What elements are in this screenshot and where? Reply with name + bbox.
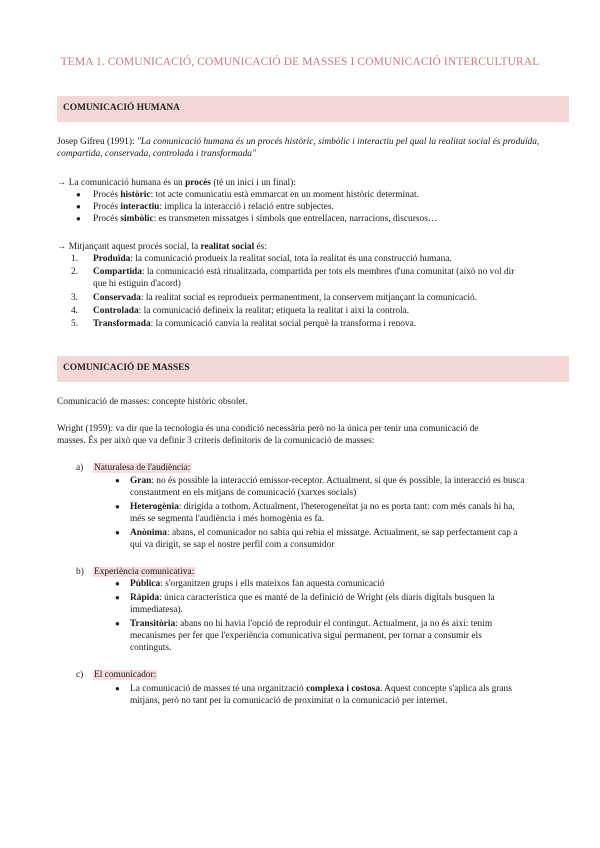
text: : implica la interacció i relació entre subjectes. xyxy=(159,202,334,212)
reality-intro xyxy=(57,241,267,253)
bullet: ● xyxy=(115,619,120,628)
list-item xyxy=(130,527,517,539)
list-item xyxy=(93,201,334,213)
bold-text: Transformada xyxy=(93,319,151,329)
text: Procés xyxy=(93,202,121,212)
bullet: ● xyxy=(115,684,120,693)
text: → Mitjançant aquest procés social, la xyxy=(57,242,201,252)
list-item xyxy=(130,592,495,604)
process-intro xyxy=(57,177,296,189)
section-heading-band xyxy=(57,356,569,382)
bullet: ● xyxy=(115,593,120,602)
text: : dirigida a tothom. Actualment, l'heterogeneïtat ja no es porta tant: com més canals hi ha, xyxy=(178,502,515,512)
list-item xyxy=(93,266,514,278)
quote-line xyxy=(57,136,539,148)
list-item xyxy=(130,475,525,487)
text: : abans, el comunicador no sabia qui rebia el missatge. Actualment, se sap perfectament cap a xyxy=(167,528,518,538)
bold-text: Conservada xyxy=(93,293,141,303)
highlighted-label: Naturalesa de l'audiència: xyxy=(94,463,191,473)
bold-text: procés xyxy=(185,178,211,188)
list-item xyxy=(130,683,512,695)
list-item-continued: mitjans, però no tant per la comunicació de proximitat o la comunicació per internet. xyxy=(130,696,448,706)
paragraph-continued: masses. És per això que va definir 3 criteris definitoris de la comunicació de masses: xyxy=(57,436,375,446)
bold-text: Heterogènia xyxy=(130,502,179,512)
criterion-label xyxy=(93,462,191,474)
text: → La comunicació humana és un xyxy=(57,178,186,188)
list-number: 1. xyxy=(70,254,78,264)
list-item-continued: continguts. xyxy=(130,643,172,653)
text: : s'organitzen grups i ells mateixos fan aquesta comunicació xyxy=(160,579,385,589)
text: : la comunicació produeix la realitat social, tota la realitat és una construcció humana. xyxy=(130,254,452,264)
text: : es transmeten missatges i símbols que entrellacen, narracions, discursos… xyxy=(153,214,438,224)
text: Procés xyxy=(93,190,121,200)
list-item xyxy=(93,318,416,330)
text: . Aquest concepte s'aplica als grans xyxy=(380,684,512,694)
bullet: ● xyxy=(76,214,81,223)
bold-text: Compartida xyxy=(93,267,142,277)
section-heading: COMUNICACIÓ DE MASSES xyxy=(63,363,190,373)
paragraph: Comunicació de masses: concepte històric obsolet. xyxy=(57,397,248,407)
list-item-continued: constantment en els mitjans de comunicació (xarxes socials) xyxy=(130,488,357,498)
text: Procés xyxy=(93,214,121,224)
bullet: ● xyxy=(115,528,120,537)
list-item xyxy=(93,292,477,304)
bullet: ● xyxy=(76,190,81,199)
list-item xyxy=(130,578,385,590)
bold-text: complexa i costosa xyxy=(306,684,381,694)
bold-text: Gran xyxy=(130,476,152,486)
criterion-label xyxy=(93,566,195,578)
text: (té un inici i un final): xyxy=(210,178,296,188)
bold-text: Controlada xyxy=(93,306,139,316)
text: : única característica que es manté de la definició de Wright (els diaris digitals busquen la xyxy=(159,593,495,603)
list-item-continued: que hi estiguin d'acord) xyxy=(93,279,181,289)
bold-text: Anònima xyxy=(130,528,167,538)
list-number: 4. xyxy=(70,306,78,316)
list-item xyxy=(93,305,409,317)
list-item xyxy=(130,618,492,630)
bold-text: històric xyxy=(120,190,151,200)
text: és: xyxy=(254,242,267,252)
bullet: ● xyxy=(115,579,120,588)
list-item xyxy=(130,501,515,513)
bold-text: Transitòria xyxy=(130,619,176,629)
list-number: 5. xyxy=(70,319,78,329)
quote-text-continued: compartida, conservada, controlada i transformada" xyxy=(57,149,256,159)
paragraph: Wright (1959): va dir que la tecnologia és una condició necessària però no la única per tenir una comunicació de xyxy=(57,424,479,434)
list-item xyxy=(93,189,419,201)
list-item xyxy=(93,213,437,225)
list-number: 3. xyxy=(70,293,78,303)
text: : la comunicació defineix la realitat; etiqueta la realitat i així la controla. xyxy=(138,306,410,316)
bold-text: realitat social xyxy=(200,242,255,252)
bullet: ● xyxy=(76,202,81,211)
quote-author: Josep Gifreu (1991): xyxy=(57,137,137,147)
text: : la comunicació està ritualitzada, compartida per tots els membres d'una comunitat (això no vol dir xyxy=(141,267,515,277)
quote-text: "La comunicació humana és un procés històric, simbòlic i interactiu pel qual la realitat social és produïda, xyxy=(136,137,540,147)
bold-text: Pública xyxy=(130,579,161,589)
list-letter: c) xyxy=(76,670,84,680)
bullet: ● xyxy=(115,476,120,485)
bold-text: interactiu xyxy=(120,202,160,212)
bold-text: Produïda xyxy=(93,254,131,264)
criterion-label xyxy=(93,669,157,681)
list-item-continued: immediatesa). xyxy=(130,605,183,615)
bold-text: Ràpida xyxy=(130,593,160,603)
section-heading-band xyxy=(57,96,569,122)
list-number: 2. xyxy=(70,267,78,277)
text: : la realitat social es reprodueix permanentment, la conservem mitjançant la comunicació. xyxy=(140,293,477,303)
section-heading: COMUNICACIÓ HUMANA xyxy=(63,103,180,113)
highlighted-label: El comunicador: xyxy=(94,670,157,680)
text: : no és possible la interacció emissor-receptor. Actualment, sí que és possible, la interacció es busca xyxy=(151,476,525,486)
list-item-continued: més se segmenta l'audiència i més homogènia es fa. xyxy=(130,514,325,524)
text: : la comunicació canvia la realitat social perquè la transforma i renova. xyxy=(150,319,417,329)
list-item xyxy=(93,253,452,265)
list-item-continued: qui va dirigit, se sap el nostre perfil com a consumidor xyxy=(130,540,335,550)
text: La comunicació de masses té una organització xyxy=(130,684,307,694)
page-title: TEMA 1. COMUNICACIÓ, COMUNICACIÓ DE MASSES I COMUNICACIÓ INTERCULTURAL xyxy=(60,56,540,68)
bullet: ● xyxy=(115,502,120,511)
list-letter: a) xyxy=(76,463,84,473)
text: : abans no hi havia l'opció de reproduir el contingut. Actualment, ja no és així: tenim xyxy=(175,619,493,629)
text: : tot acte comunicatiu està emmarcat en un moment històric determinat. xyxy=(150,190,419,200)
highlighted-label: Experiència comunicativa: xyxy=(94,567,195,577)
list-item-continued: mecanismes per fer que l'experiència comunicativa sigui permanent, per tornar a consumir els xyxy=(130,631,482,641)
bold-text: simbòlic xyxy=(120,214,154,224)
list-letter: b) xyxy=(76,567,84,577)
